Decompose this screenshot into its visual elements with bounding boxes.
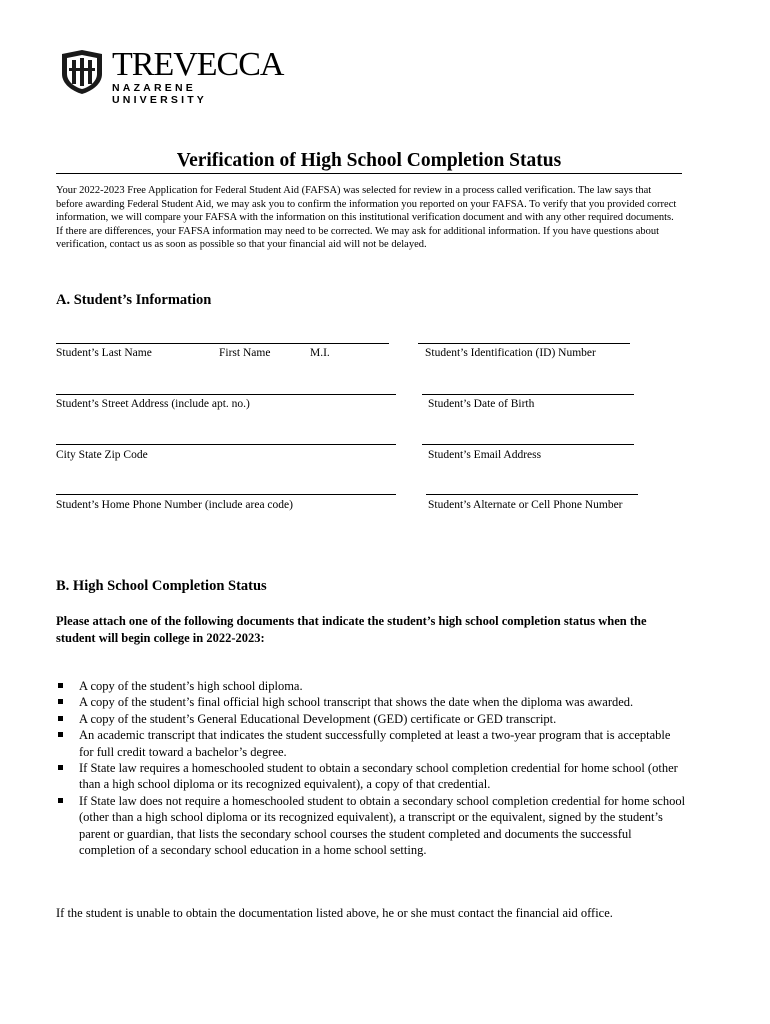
list-item: An academic transcript that indicates the student successfully completed at least a two-year program that is acceptable for full credit toward a bachelor’s degree. xyxy=(56,727,686,760)
shield-crest-icon xyxy=(58,48,106,96)
section-a-heading: A. Student’s Information xyxy=(56,292,212,308)
page-title: Verification of High School Completion Status xyxy=(176,150,562,171)
first-name-label: First Name xyxy=(219,347,271,359)
alt-phone-label: Student’s Alternate or Cell Phone Number xyxy=(428,499,623,511)
email-label: Student’s Email Address xyxy=(428,449,542,461)
student-id-label: Student’s Identification (ID) Number xyxy=(425,347,596,359)
bullet-icon xyxy=(58,699,63,704)
logo-wordmark: TREVECCA xyxy=(112,46,284,83)
attachment-instruction: Please attach one of the following documents that indicate the student’s high school completion status when the student will begin college in 2022-2023: xyxy=(56,614,647,645)
list-item: If State law does not require a homeschooled student to obtain a secondary school completion credential for home school (other than a high school diploma or its recognized equivalent), a transcript or the equivalent, signed by the student’s parent or guardian, that lists the secondary school courses the student completed and documents the successful completion of a secondary school education in a home school setting. xyxy=(56,793,686,859)
student-id-line[interactable] xyxy=(418,343,630,344)
date-of-birth-line[interactable] xyxy=(422,394,634,395)
list-item: A copy of the student’s General Educational Development (GED) certificate or GED transcript. xyxy=(56,711,686,727)
city-state-zip-label: City State Zip Code xyxy=(56,449,148,461)
street-address-line[interactable] xyxy=(56,394,396,395)
alt-phone-line[interactable] xyxy=(426,494,638,495)
intro-paragraph: Your 2022-2023 Free Application for Federal Student Aid (FAFSA) was selected for review in a process called verification. The law says that before awarding Federal Student Aid, we may ask you to confirm the information you reported on your FAFSA. To verify that you provided correct information, we will compare your FAFSA with the information on this institutional verification document and with any other required documents. If there are differences, your FAFSA information may need to be corrected. We may ask for additional information. If you have questions about verification, contact us as soon as possible so that your financial aid will not be delayed. xyxy=(56,185,677,251)
city-state-zip-line[interactable] xyxy=(56,444,396,445)
list-item: If State law requires a homeschooled student to obtain a secondary school completion credential for home school (other than a high school diploma or its recognized equivalent), a copy of that credential. xyxy=(56,760,686,793)
last-name-label: Student’s Last Name xyxy=(56,347,152,359)
street-address-label: Student’s Street Address (include apt. no.) xyxy=(56,398,250,410)
home-phone-label: Student’s Home Phone Number (include area code) xyxy=(56,499,293,511)
document-list xyxy=(56,678,686,858)
bullet-icon xyxy=(58,732,63,737)
bullet-icon xyxy=(58,798,63,803)
university-logo xyxy=(58,46,288,106)
bullet-icon xyxy=(58,716,63,721)
date-of-birth-label: Student’s Date of Birth xyxy=(428,398,535,410)
footer-note: If the student is unable to obtain the documentation listed above, he or she must contact the financial aid office. xyxy=(56,906,613,920)
email-line[interactable] xyxy=(422,444,634,445)
mi-label: M.I. xyxy=(310,347,330,359)
bullet-icon xyxy=(58,765,63,770)
section-b-heading: B. High School Completion Status xyxy=(56,578,267,594)
list-item: A copy of the student’s final official high school transcript that shows the date when the diploma was awarded. xyxy=(56,694,686,710)
name-line[interactable] xyxy=(56,343,389,344)
home-phone-line[interactable] xyxy=(56,494,396,495)
title-divider xyxy=(56,173,682,174)
bullet-icon xyxy=(58,683,63,688)
logo-subtitle: NAZARENE UNIVERSITY xyxy=(112,82,208,106)
list-item: A copy of the student’s high school diploma. xyxy=(56,678,686,694)
